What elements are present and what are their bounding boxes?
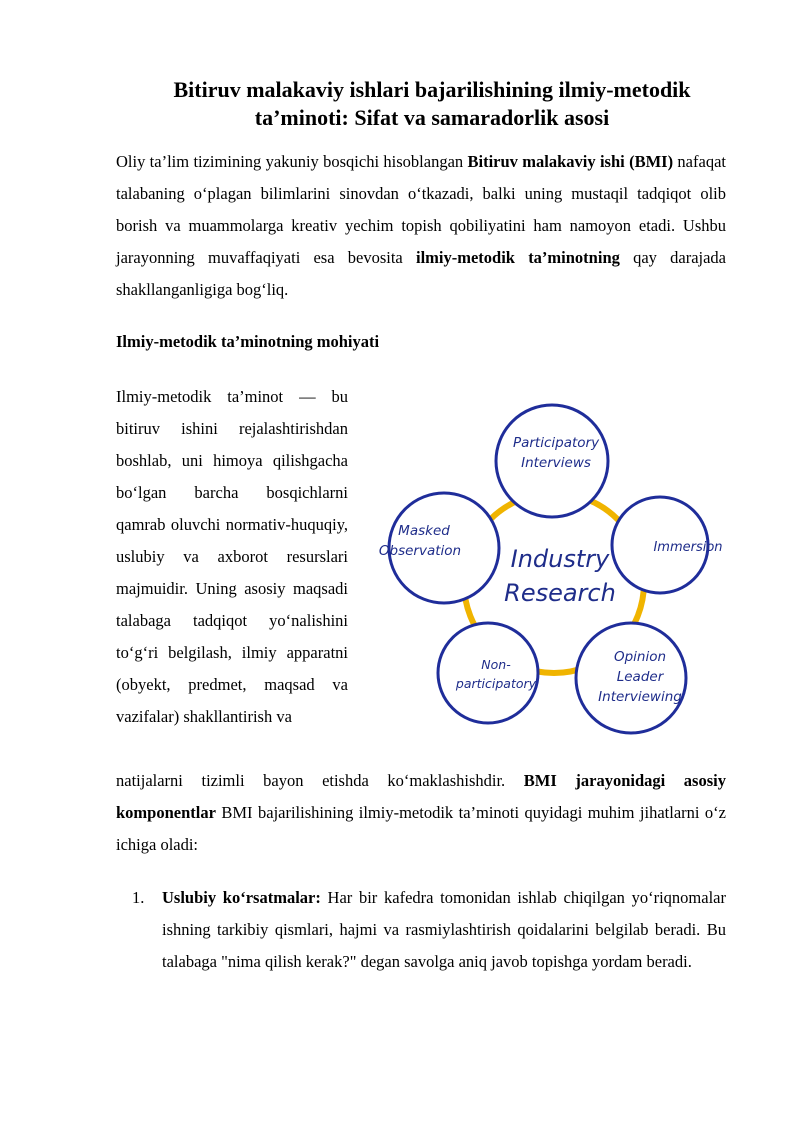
list-number: 1. xyxy=(132,888,145,907)
list-item xyxy=(116,882,726,978)
node-label-nonparticipatory-2: participatory xyxy=(455,676,537,691)
intro-bold-bmi: Bitiruv malakaviy ishi (BMI) xyxy=(467,152,674,171)
cont-bold-components: BMI jarayonidagi asosiy komponentlar xyxy=(116,771,726,822)
float-paragraph: Ilmiy-metodik ta’minot — bu bitiruv ishini rejalashtirishdan boshlab, uni himoya qilishgacha bo‘lgan barcha bosqichlarni qamrab oluvchi normativ-huquqiy, uslubiy va axborot resurslari majmuidir. Uning asosiy maqsadi talabaga tadqiqot yo‘nalishini to‘g‘ri belgilash, ilmiy apparatni (obyekt, predmet, maqsad va vazifalar) shakllantirish va xyxy=(116,387,348,726)
intro-bold-taminot: ilmiy-metodik ta’minotning xyxy=(415,248,620,267)
intro-paragraph xyxy=(116,146,726,306)
intro-text-1: Oliy ta’lim tizimining yakuniy bosqichi hisoblangan xyxy=(116,152,468,171)
cont-text-2: BMI bajarilishining ilmiy-metodik ta’minoti quyidagi muhim jihatlarni o‘z ichiga oladi: xyxy=(116,803,726,854)
industry-research-diagram xyxy=(374,393,723,738)
node-label-opinion-3: Interviewing xyxy=(598,689,682,705)
node-label-opinion-1: Opinion xyxy=(613,649,667,665)
intro-text-2: nafaqat talabaning o‘plagan bilimlarini sinovdan o‘tkazadi, balki uning mustaqil tadqiqot olib borish va muammolarga kreativ yechim topish qobiliyatini ham namoyon etadi. Ushbu jarayonning muvaffaqiyati esa bevosita xyxy=(116,152,726,267)
title-line-1: Bitiruv malakaviy ishlari bajarilishining ilmiy-metodik xyxy=(173,77,691,102)
intro-text-3: qay darajada shakllanganligiga bog‘liq. xyxy=(116,248,726,299)
node-label-masked-1: Masked xyxy=(398,523,450,539)
center-label-2: Research xyxy=(504,579,616,607)
title-line-2: ta’minoti: Sifat va samaradorlik asosi xyxy=(254,105,610,130)
section-heading: Ilmiy-metodik ta’minotning mohiyati xyxy=(116,332,380,351)
node-circle-nonparticipatory xyxy=(438,623,538,723)
diagram-svg xyxy=(374,393,723,738)
center-label-1: Industry xyxy=(510,545,610,573)
cont-text-1: natijalarni tizimli bayon etishda ko‘maklashishdir. xyxy=(116,771,524,790)
document-title xyxy=(116,76,748,132)
node-label-participatory-2: Interviews xyxy=(521,455,591,471)
node-label-immersion: Immersion xyxy=(653,540,723,555)
continuation-paragraph xyxy=(116,765,726,861)
node-label-opinion-2: Leader xyxy=(616,669,664,685)
node-label-masked-2: Observation xyxy=(378,543,462,559)
list-item-body: Har bir kafedra tomonidan ishlab chiqilgan yo‘riqnomalar ishning tarkibiy qismlari, hajmi va rasmiylashtirish qoidalarini belgilab beradi. Bu talabaga "nima qilish kerak?" degan savolga aniq javob topishga yordam beradi. xyxy=(162,888,726,971)
node-label-nonparticipatory-1: Non- xyxy=(481,657,511,672)
list-item-bold: Uslubiy ko‘rsatmalar: xyxy=(162,888,321,907)
node-label-participatory-1: Participatory xyxy=(512,435,600,451)
numbered-list xyxy=(116,882,726,978)
list-item-text xyxy=(162,882,726,978)
